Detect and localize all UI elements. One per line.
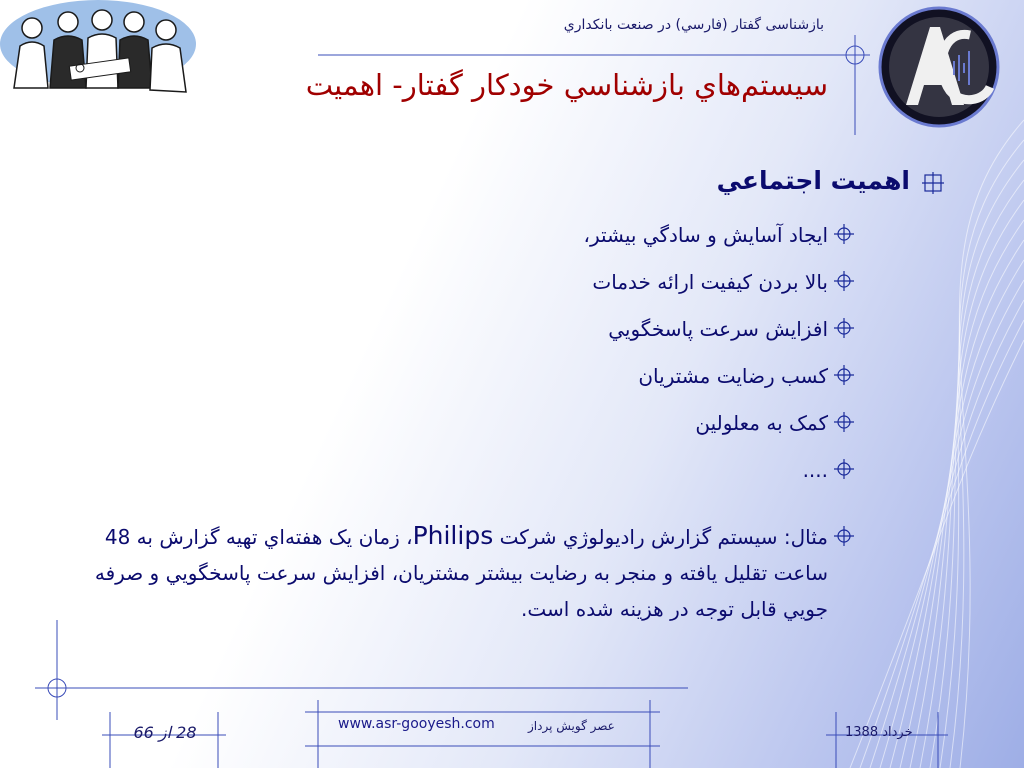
example-text-after: ، زمان يک هفته‌اي تهيه گزارش به 48 ساعت تقليل يافته و منجر به رضايت بيشتر مشتريان، افزايش سرعت پاسخگويي و صرفه جويي قابل توجه در هزينه شده است. bbox=[94, 525, 828, 621]
circle-cross-bullet-icon bbox=[834, 526, 854, 546]
list-item-text: کسب رضايت مشتريان bbox=[638, 364, 828, 388]
list-item-text: ايجاد آسايش و سادگي بيشتر، bbox=[583, 223, 828, 247]
main-bullet bbox=[717, 166, 910, 195]
crosshair-bullet-icon bbox=[922, 172, 944, 194]
list-item-text: افزايش سرعت پاسخگويي bbox=[608, 317, 828, 341]
footer-author: عصر گويش پرداز bbox=[528, 719, 615, 733]
asr-gooyesh-logo bbox=[866, 5, 1016, 129]
list-item bbox=[154, 220, 854, 267]
list-item bbox=[154, 455, 854, 502]
circle-cross-bullet-icon bbox=[834, 318, 854, 338]
circle-cross-bullet-icon bbox=[834, 459, 854, 479]
team-clipart-image bbox=[0, 0, 200, 108]
circle-cross-bullet-icon bbox=[834, 271, 854, 291]
circle-cross-bullet-icon bbox=[834, 412, 854, 432]
list-item-text: کمک به معلولين bbox=[695, 411, 828, 435]
slide-title: سيستم‌هاي بازشناسي خودکار گفتار- اهميت bbox=[305, 68, 828, 102]
list-item-text: .... bbox=[802, 458, 828, 482]
list-item bbox=[154, 267, 854, 314]
page-number: 28 از 66 bbox=[133, 723, 197, 742]
list-item bbox=[154, 408, 854, 455]
header-caption: بازشناسی گفتار (فارسي) در صنعت بانکداري bbox=[563, 17, 824, 33]
list-item bbox=[154, 314, 854, 361]
benefit-list bbox=[154, 220, 854, 502]
main-bullet-text: اهميت اجتماعي bbox=[716, 166, 910, 195]
circle-cross-bullet-icon bbox=[834, 365, 854, 385]
footer-date: خرداد 1388 bbox=[845, 725, 913, 740]
list-item-text: بالا بردن کيفيت ارائه خدمات bbox=[592, 270, 828, 294]
company-name: Philips bbox=[412, 521, 494, 550]
example-paragraph bbox=[58, 518, 854, 627]
list-item bbox=[154, 361, 854, 408]
example-text-before: مثال: سيستم گزارش راديولوژي شرکت bbox=[499, 525, 828, 549]
circle-cross-bullet-icon bbox=[834, 224, 854, 244]
website-link[interactable]: www.asr-gooyesh.com bbox=[338, 716, 495, 732]
